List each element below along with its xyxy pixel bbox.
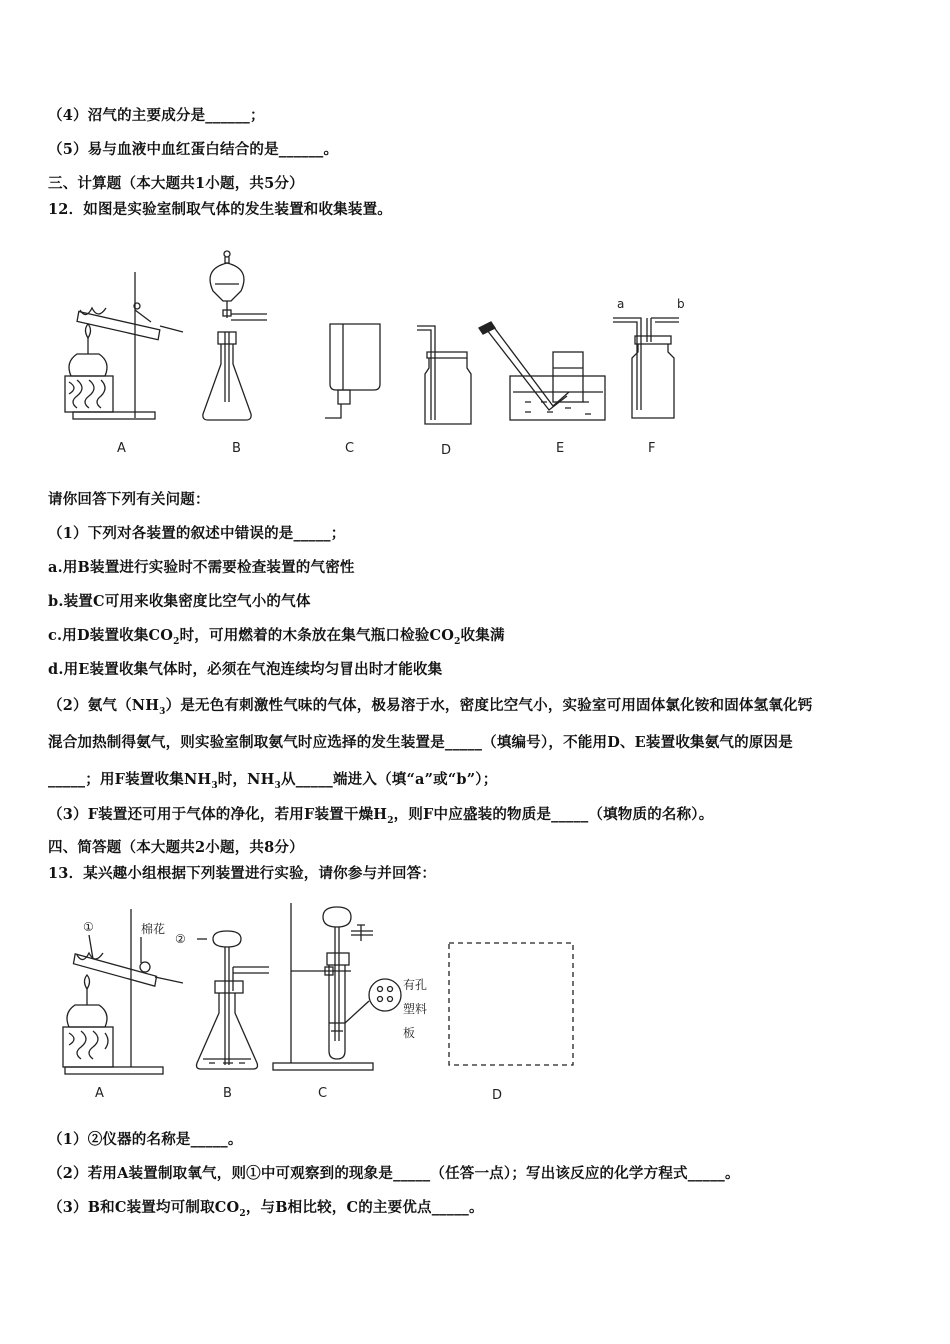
apparatus-e-water-trough (479, 322, 605, 420)
q12-part1: （1）下列对各装置的叙述中错误的是_____； (48, 525, 346, 542)
label-B: B (232, 441, 241, 456)
q13-label-A: A (95, 1086, 104, 1101)
q13-apparatus-c (273, 903, 427, 1070)
q13-apparatus-a (63, 909, 183, 1074)
mark-1: ① (83, 920, 94, 934)
q13-stem: 13．某兴趣小组根据下列装置进行实验，请你参与并回答： (48, 865, 437, 882)
plate-label-2: 塑料 (403, 1002, 428, 1016)
q13-label-D: D (492, 1088, 503, 1103)
q12-part2-line1: （2）氨气$(NH_3)$是无色有刺激性气味的气体，极易溶于水，密度比空气小，实验室可用固体氯化铵和固体氢氧化钙 (48, 697, 813, 717)
q12-option-a: a.用B装置进行实验时不需要检查装置的气密性 (48, 559, 355, 576)
label-D: D (441, 443, 452, 458)
label-C: C (345, 441, 355, 456)
label-E: E (556, 441, 565, 456)
q12-option-d: d.用E装置收集气体时，必须在气泡连续均匀冒出时才能收集 (48, 661, 443, 678)
port-b: b (677, 297, 685, 311)
q13-part1: （1）②仪器的名称是_____。 (48, 1131, 243, 1148)
q13-label-B: B (223, 1086, 232, 1101)
apparatus-c-inverted-bottle (325, 324, 380, 418)
q11-part4: （4）沼气的主要成分是______； (48, 107, 265, 124)
q13-apparatus-b (175, 931, 269, 1069)
section-4-heading: 四、简答题（本大题共2小题，共8分） (48, 839, 304, 856)
cotton-label: 棉花 (141, 922, 166, 936)
q12-part2-line3: _____；用F装置收集$NH_3$时，$NH_3$从_____端进入（填“a”或“b”）； (48, 771, 498, 791)
q12-part2-line2: 混合加热制得氨气，则实验室制取氨气时应选择的发生装置是_____（填编号），不能用D、E装置收集氨气的原因是 (48, 734, 793, 751)
q12-option-b: b.装置C可用来收集密度比空气小的气体 (48, 593, 311, 610)
q11-part5: （5）易与血液中血红蛋白结合的是______。 (48, 141, 339, 158)
q12-part3: （3）F装置还可用于气体的净化，若用F装置干燥$H_2$，则F中应盛装的物质是_____（填物质的名称）。 (48, 806, 714, 826)
figure-apparatus-a-f (55, 240, 705, 465)
q13-part3: （3）B和C装置均可制取$CO_2$，与B相比较，C的主要优点_____。 (48, 1199, 484, 1219)
figure-apparatus-a-d (55, 895, 595, 1110)
q13-apparatus-d-dashed-box (449, 943, 573, 1065)
prompt-answer: 请你回答下列有关问题： (48, 491, 210, 508)
q12-option-c: c.用D装置收集$CO_2$时，可用燃着的木条放在集气瓶口检验$CO_2$收集满 (48, 627, 505, 647)
plate-label-3: 板 (403, 1026, 416, 1040)
plate-label-1: 有孔 (403, 978, 428, 992)
q13-part2: （2）若用A装置制取氧气，则①中可观察到的现象是_____（任答一点）；写出该反应的化学方程式_____。 (48, 1165, 740, 1182)
apparatus-a-heating-tube (65, 272, 183, 419)
apparatus-f-wash-bottle (613, 297, 685, 418)
label-A: A (117, 441, 126, 456)
label-F: F (648, 441, 656, 456)
section-3-heading: 三、计算题（本大题共1小题，共5分） (48, 175, 304, 192)
mark-2: ② (175, 932, 186, 946)
port-a: a (617, 297, 625, 311)
apparatus-d-gas-jar (417, 326, 471, 424)
q12-stem: 12．如图是实验室制取气体的发生装置和收集装置。 (48, 201, 392, 218)
apparatus-b-conical-flask (203, 251, 267, 420)
q13-label-C: C (318, 1086, 328, 1101)
